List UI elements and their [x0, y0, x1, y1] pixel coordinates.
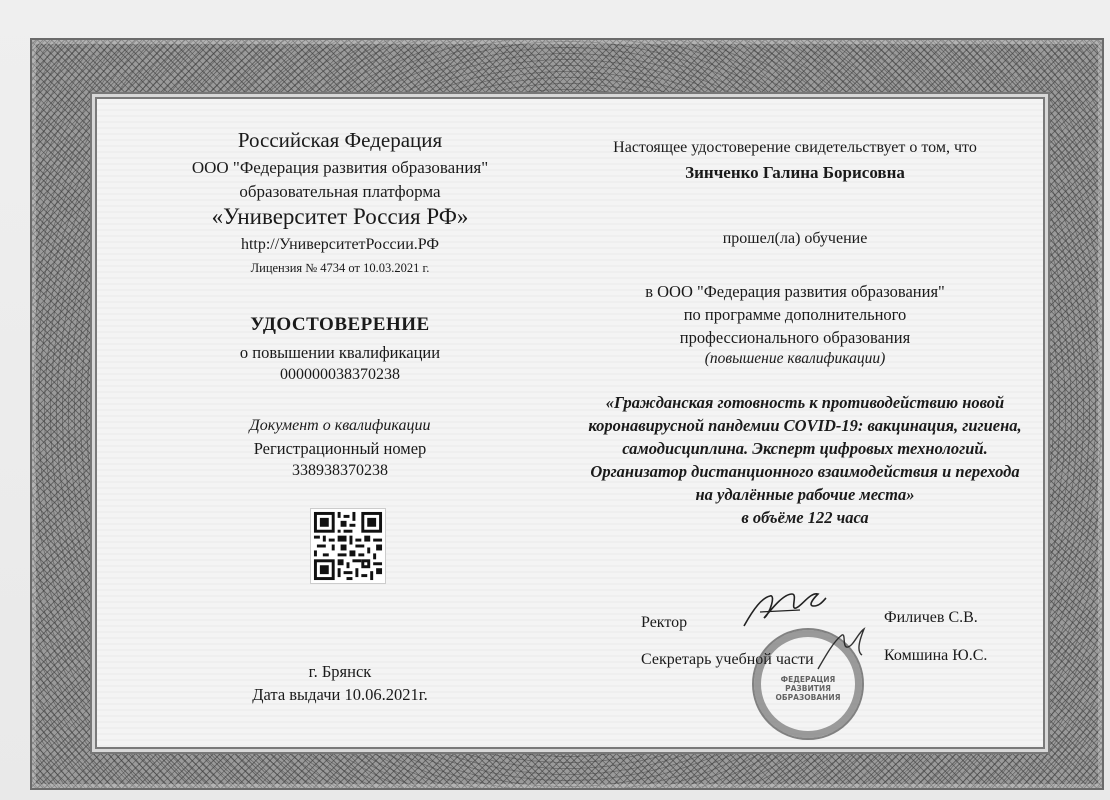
course-line: коронавирусной пандемии COVID-19: вакцинация, гигиена, — [588, 416, 1022, 435]
stamp-text-line: ФЕДЕРАЦИЯ — [780, 675, 836, 684]
course-line: Организатор дистанционного взаимодействия и перехода — [590, 462, 1020, 481]
issue-date: Дата выдачи 10.06.2021г. — [252, 685, 428, 704]
issuer-license: Лицензия № 4734 от 10.03.2021 г. — [250, 261, 430, 275]
rector-label: Ректор — [641, 614, 688, 631]
registration-number: 338938370238 — [292, 462, 388, 479]
course-hours: в объёме 122 часа — [741, 508, 869, 527]
document-title: УДОСТОВЕРЕНИЕ — [250, 314, 430, 335]
qr-code-icon — [311, 509, 385, 583]
issue-city: г. Брянск — [308, 662, 372, 681]
issuer-website: http://УниверситетРоссии.РФ — [240, 236, 440, 253]
registration-label: Регистрационный номер — [253, 439, 427, 458]
organization-stamp — [752, 628, 864, 740]
certification-intro: Настоящее удостоверение свидетельствует о том, что — [613, 139, 977, 156]
issuer-country: Российская Федерация — [237, 128, 443, 152]
document-subtitle: о повышении квалификации — [239, 343, 441, 362]
completed-training: прошел(ла) обучение — [722, 230, 868, 247]
document-type-label: Документ о квалификации — [249, 417, 431, 434]
rector-name: Филичев С.В. — [884, 609, 978, 626]
stamp-text-line: ОБРАЗОВАНИЯ — [775, 693, 841, 702]
issuer-org: ООО "Федерация развития образования" — [191, 158, 489, 177]
secretary-label: Секретарь учебной части — [641, 651, 814, 668]
issuer-platform-name: «Университет Россия РФ» — [211, 204, 469, 229]
secretary-name: Комшина Ю.С. — [884, 647, 988, 664]
qr-code — [310, 508, 386, 584]
course-line: «Гражданская готовность к противодействию новой — [605, 393, 1005, 412]
issuer-platform-label: образовательная платформа — [239, 182, 441, 201]
program-line-2: профессионального образования — [679, 328, 911, 347]
course-line: самодисциплина. Эксперт цифровых технологий. — [622, 439, 988, 458]
program-line-1: по программе дополнительного — [683, 305, 907, 324]
program-type: (повышение квалификации) — [704, 350, 886, 367]
training-org: в ООО "Федерация развития образования" — [645, 282, 945, 301]
document-number: 000000038370238 — [280, 366, 400, 383]
holder-name: Зинченко Галина Борисовна — [685, 163, 905, 182]
stamp-text-line: РАЗВИТИЯ — [785, 684, 831, 693]
course-line: на удалённые рабочие места» — [695, 485, 915, 504]
